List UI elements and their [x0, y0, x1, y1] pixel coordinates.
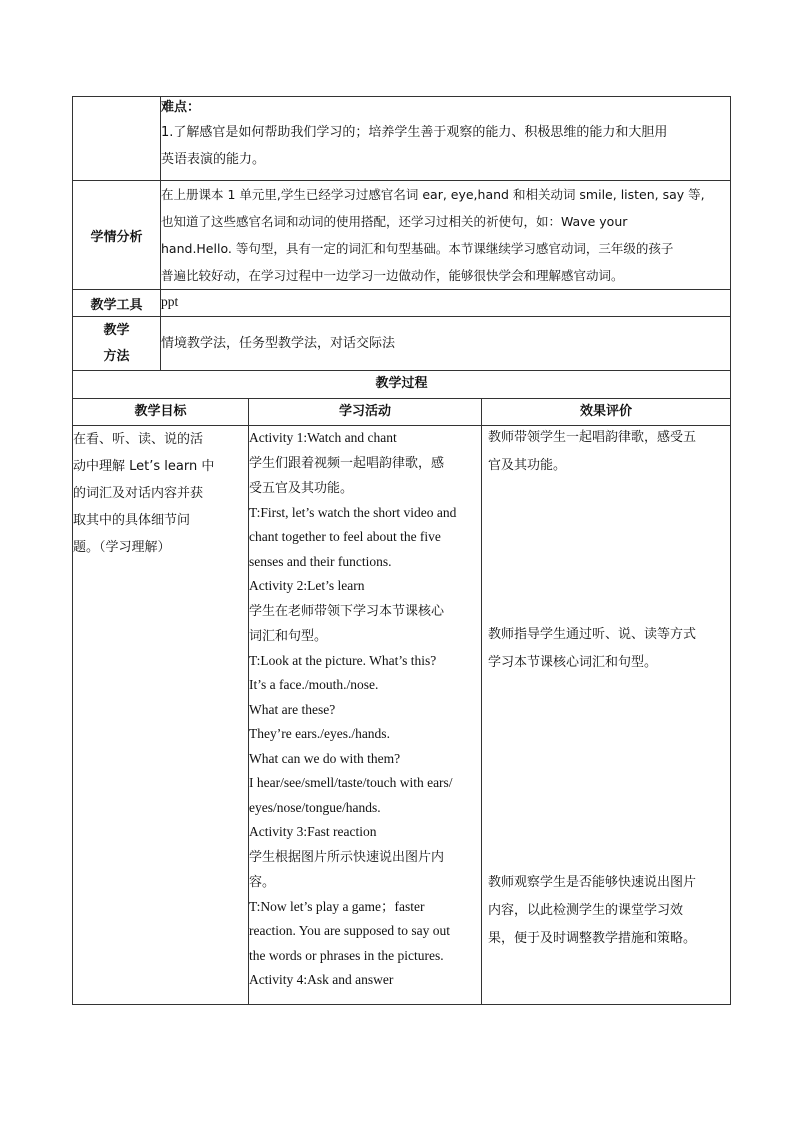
goal-lines: [73, 426, 248, 561]
process-title: 教学过程: [73, 371, 731, 399]
eval-3-line-3: 果，便于及时调整教学措施和策略。: [488, 931, 697, 946]
activity-line: Activity 4:Ask and answer: [249, 972, 394, 987]
activity-cell: [249, 426, 482, 1005]
analysis-line-2: 也知道了这些感官名词和动词的使用搭配，还学习过相关的祈使句，如：Wave your: [161, 214, 628, 229]
activity-line-zh: 词汇和句型。: [249, 628, 328, 644]
methods-label: [73, 317, 161, 371]
activity-line-zh: 学生根据图片所示快速说出图片内: [249, 849, 445, 865]
analysis-label: 学情分析: [73, 181, 161, 290]
activity-line: T:Look at the picture. What’s this?: [249, 652, 437, 668]
difficulty-title: 难点：: [161, 100, 201, 115]
activity-line: senses and their functions.: [249, 553, 392, 569]
difficulty-cell: [161, 97, 731, 181]
eval-1-line-2: 官及其功能。: [488, 458, 567, 473]
header-activity: 学习活动: [249, 399, 482, 426]
activity-line: I hear/see/smell/taste/touch with ears/: [249, 775, 453, 790]
activity-line-zh: 容。: [249, 874, 276, 890]
activity-line: eyes/nose/tongue/hands.: [249, 799, 381, 815]
activity-line: reaction. You are supposed to say out: [249, 923, 450, 938]
activity-line-zh: 受五官及其功能。: [249, 480, 354, 496]
activity-lines: [249, 426, 481, 993]
goal-cell: [73, 426, 249, 1005]
eval-2-line-2: 学习本节课核心词汇和句型。: [488, 655, 658, 670]
analysis-line-1: 在上册课本 1 单元里,学生已经学习过感官名词 ear, eye,hand 和相关动词 smile, listen, say 等,: [161, 187, 705, 202]
activity-line: What can we do with them?: [249, 750, 401, 766]
analysis-line-4: 普遍比较好动，在学习过程中一边学习一边做动作，能够很快学会和理解感官动词。: [161, 268, 624, 283]
analysis-cell: [161, 181, 731, 290]
activity-line: Activity 2:Let’s learn: [249, 578, 365, 593]
difficulty-label-cell: [73, 97, 161, 181]
evaluation-cell: [482, 426, 731, 1005]
goal-line: 取其中的具体细节问: [73, 513, 191, 528]
goal-line: 的词汇及对话内容并获: [73, 486, 204, 501]
analysis-line-3: hand.Hello. 等句型，具有一定的词汇和句型基础。本节课继续学习感官动词，三年级的孩子: [161, 241, 674, 256]
header-evaluation: 效果评价: [482, 399, 731, 426]
difficulty-line-2: 英语表演的能力。: [161, 152, 266, 167]
methods-value: 情境教学法，任务型教学法，对话交际法: [161, 317, 731, 371]
activity-line: It’s a face./mouth./nose.: [249, 677, 379, 692]
activity-line: chant together to feel about the five: [249, 529, 441, 544]
difficulty-line-1: 1.了解感官是如何帮助我们学习的；培养学生善于观察的能力、积极思维的能力和大胆用: [161, 125, 668, 140]
tools-label: 教学工具: [73, 290, 161, 317]
evaluation-block-3: [488, 869, 696, 953]
activity-line-zh: 学生在老师带领下学习本节课核心: [249, 603, 445, 619]
activity-line: They’re ears./eyes./hands.: [249, 726, 390, 741]
activity-line-zh: 学生们跟着视频一起唱韵律歌，感: [249, 455, 445, 471]
methods-label-line-2: 方法: [103, 348, 130, 364]
eval-1-line-1: 教师带领学生一起唱韵律歌，感受五: [488, 430, 697, 445]
lesson-plan-table: [72, 96, 731, 1005]
eval-3-line-1: 教师观察学生是否能够快速说出图片: [488, 875, 697, 890]
header-goal: 教学目标: [73, 399, 249, 426]
evaluation-block-1: [488, 424, 696, 480]
activity-line: the words or phrases in the pictures.: [249, 947, 444, 963]
activity-line: Activity 1:Watch and chant: [249, 430, 397, 445]
goal-line: 动中理解 Let’s learn 中: [73, 459, 215, 474]
activity-line: Activity 3:Fast reaction: [249, 824, 377, 839]
methods-label-line-1: 教学: [103, 322, 130, 338]
activity-line: T:First, let’s watch the short video and: [249, 504, 457, 520]
eval-2-line-1: 教师指导学生通过听、说、读等方式: [488, 627, 697, 642]
goal-line: 在看、听、读、说的活: [73, 432, 204, 447]
activity-line: T:Now let’s play a game；faster: [249, 898, 425, 914]
activity-line: What are these?: [249, 701, 336, 717]
eval-3-line-2: 内容，以此检测学生的课堂学习效: [488, 903, 684, 918]
goal-line: 题。（学习理解）: [73, 540, 171, 555]
evaluation-block-2: [488, 621, 696, 677]
tools-value: ppt: [161, 290, 731, 317]
